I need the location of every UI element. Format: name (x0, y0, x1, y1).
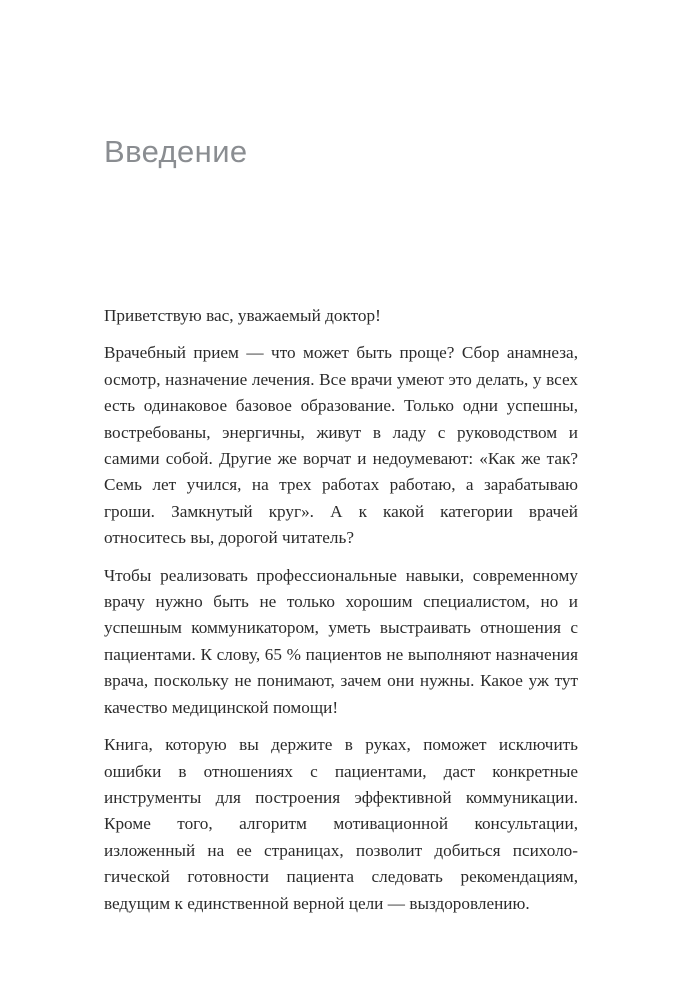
paragraph-about-the-book: Книга, которую вы держите в руках, поможет исключить ошибки в отношениях с пациентами, даст конкретные инструменты для построения эффективной коммуникации. Кроме того, алгоритм мотивационной консультации, изложенный на ее страницах, позволит добиться психологической готовности пациента следовать рекомендациям, ведущим к единственной верной цели — выздоровлению. (104, 735, 578, 913)
paragraph-skills-communication: Чтобы реализовать профессиональные навыки, современному врачу нужно быть не только хорошим специалистом, но и успешным коммуникатором, уметь выстраивать отношения с пациентами. К слову, 65 % пациентов не выполняют назначения врача, поскольку не понимают, зачем они нужны. Какое уж тут качество медицинской помощи! (104, 565, 578, 717)
body-text-block (104, 303, 578, 917)
paragraph-greeting: Приветствую вас, уважаемый доктор! (104, 306, 381, 325)
paragraph-intro-reception: Врачебный прием — что может быть проще? Сбор анамнеза, осмотр, назначение лечения. Все врачи умеют это делать, у всех есть одинаковое базовое образование. Только одни успешны, востребованы, энергичны, живут в ладу с руководством и самими собой. Другие же ворчат и недоумевают: «Как же так? Семь лет учился, на трех работах работаю, а зарабатываю гроши. Замкнутый круг». А к какой категории врачей относитесь вы, дорогой читатель? (104, 343, 578, 548)
page-title: Введение (104, 134, 248, 169)
